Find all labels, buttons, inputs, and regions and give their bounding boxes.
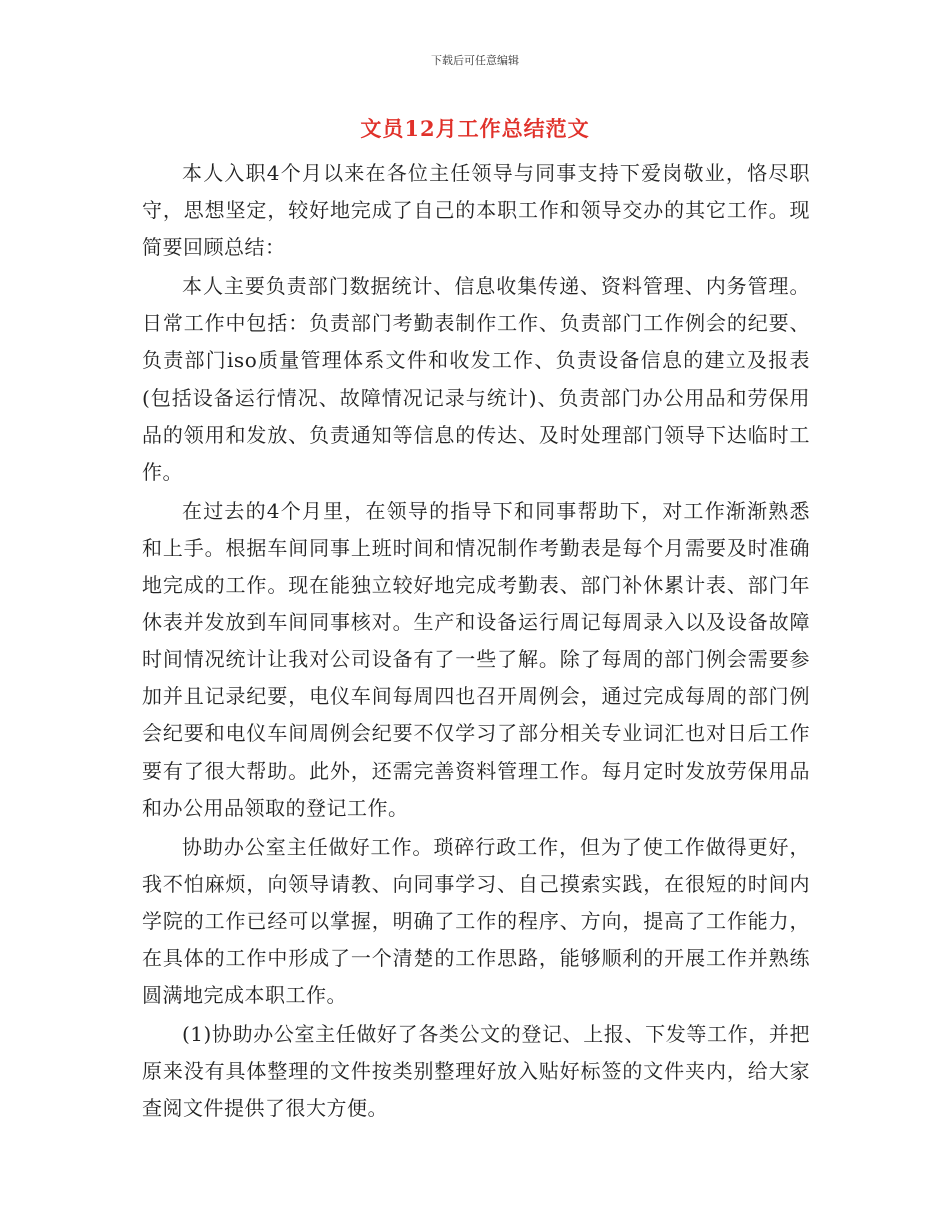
paragraph-4: 协助办公室主任做好工作。琐碎行政工作，但为了使工作做得更好，我不怕麻烦，向领导请教、向同事学习、自己摸索实践，在很短的时间内学院的工作已经可以掌握，明确了工作的程序、方向，提高了工作能力，在具体的工作中形成了一个清楚的工作思路，能够顺利的开展工作并熟练圆满地完成本职工作。 (142, 834, 810, 1008)
paragraph-3: 在过去的4个月里，在领导的指导下和同事帮助下，对工作渐渐熟悉和上手。根据车间同事上班时间和情况制作考勤表是每个月需要及时准确地完成的工作。现在能独立较好地完成考勤表、部门补休累计表、部门年休表并发放到车间同事核对。生产和设备运行周记每周录入以及设备故障时间情况统计让我对公司设备有了一些了解。除了每周的部门例会需要参加并且记录纪要，电仪车间每周四也召开周例会，通过完成每周的部门例会纪要和电仪车间周例会纪要不仅学习了部分相关专业词汇也对日后工作要有了很大帮助。此外，还需完善资料管理工作。每月定时发放劳保用品和办公用品领取的登记工作。 (142, 498, 810, 820)
document-title: 文员12月工作总结范文 (360, 116, 590, 141)
document-body (142, 155, 810, 1129)
paragraph-2: 本人主要负责部门数据统计、信息收集传递、资料管理、内务管理。日常工作中包括：负责部门考勤表制作工作、负责部门工作例会的纪要、负责部门iso质量管理体系文件和收发工作、负责设备信息的建立及报表(包括设备运行情况、故障情况记录与统计)、负责部门办公用品和劳保用品的领用和发放、负责通知等信息的传达、及时处理部门领导下达临时工作。 (142, 274, 810, 484)
paragraph-5: (1)协助办公室主任做好了各类公文的登记、上报、下发等工作，并把原来没有具体整理的文件按类别整理好放入贴好标签的文件夹内，给大家查阅文件提供了很大方便。 (142, 1022, 810, 1121)
header-note: 下载后可任意编辑 (431, 54, 519, 67)
paragraph-1: 本人入职4个月以来在各位主任领导与同事支持下爱岗敬业，恪尽职守，思想坚定，较好地完成了自己的本职工作和领导交办的其它工作。现简要回顾总结： (142, 161, 810, 260)
